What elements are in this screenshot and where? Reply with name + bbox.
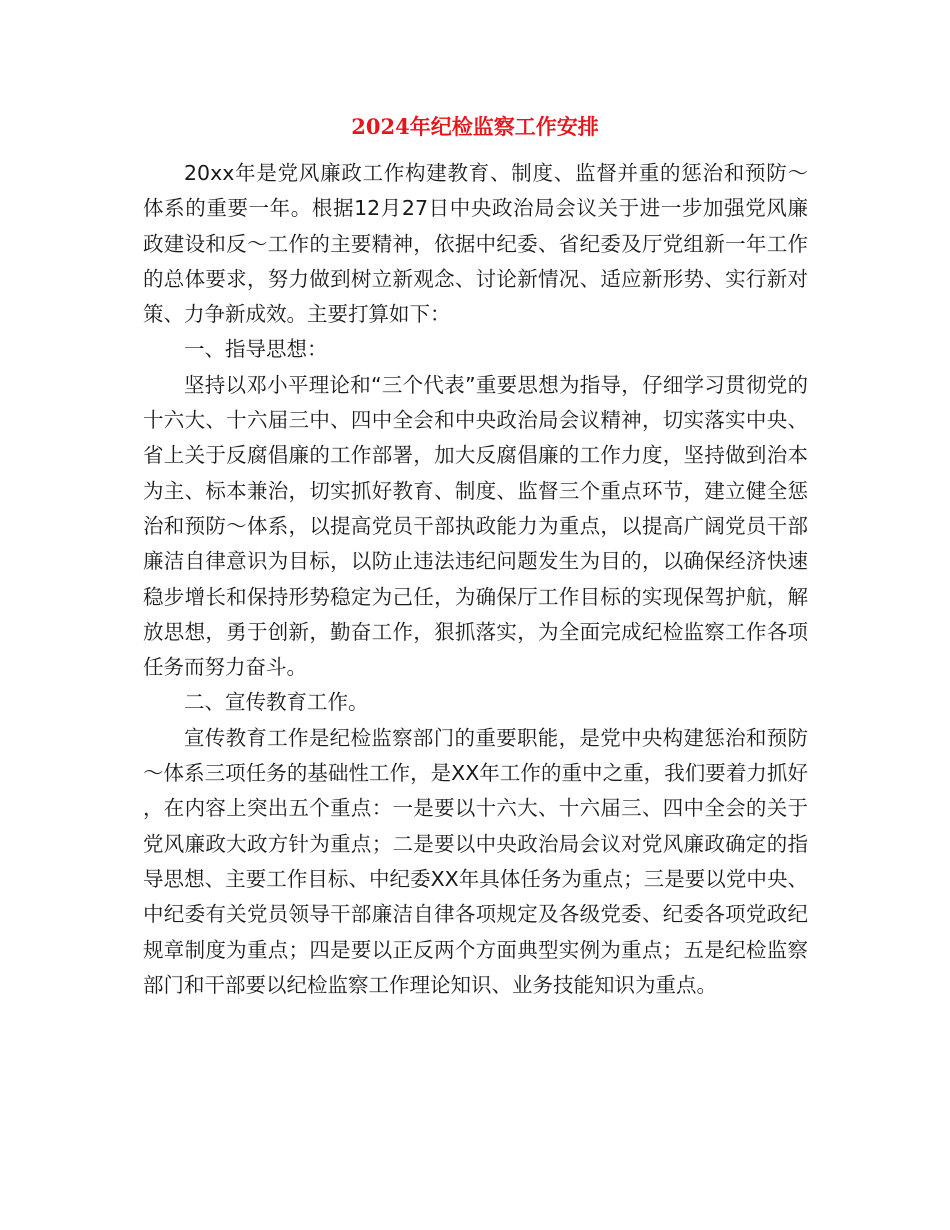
guiding-ideology-paragraph: 坚持以邓小平理论和“三个代表”重要思想为指导，仔细学习贯彻党的十六大、十六届三中、四中全会和中央政治局会议精神，切实落实中央、省上关于反腐倡廉的工作部署，加大反腐倡廉的工作力度，坚持做到治本为主、标本兼治，切实抓好教育、制度、监督三个重点环节，建立健全惩治和预防～体系，以提高党员干部执政能力为重点，以提高广阔党员干部廉洁自律意识为目标，以防止违法违纪问题发生为目的，以确保经济快速稳步增长和保持形势稳定为己任，为确保厅工作目标的实现保驾护航，解放思想，勇于创新，勤奋工作，狠抓落实，为全面完成纪检监察工作各项任务而努力奋斗。: [143, 372, 808, 680]
publicity-education-paragraph: 宣传教育工作是纪检监察部门的重要职能，是党中央构建惩治和预防～体系三项任务的基础性工作，是XX年工作的重中之重，我们要着力抓好，在内容上突出五个重点：一是要以十六大、十六届三、四中全会的关于党风廉政大政方针为重点；二是要以中央政治局会议对党风廉政确定的指导思想、主要工作目标、中纪委XX年具体任务为重点；三是要以党中央、中纪委有关党员领导干部廉洁自律各项规定及各级党委、纪委各项党政纪规章制度为重点；四是要以正反两个方面典型实例为重点；五是纪检监察部门和干部要以纪检监察工作理论知识、业务技能知识为重点。: [143, 725, 808, 997]
section-heading-guiding-ideology: 一、指导思想：: [184, 337, 328, 362]
intro-paragraph: 20xx年是党风廉政工作构建教育、制度、监督并重的惩治和预防～体系的重要一年。根据12月27日中央政治局会议关于进一步加强党风廉政建设和反～工作的主要精神，依据中纪委、省纪委及厅党组新一年工作的总体要求，努力做到树立新观念、讨论新情况、适应新形势、实行新对策、力争新成效。主要打算如下：: [143, 161, 808, 327]
document-title: 2024年纪检监察工作安排: [351, 114, 599, 139]
section-heading-publicity-education: 二、宣传教育工作。: [184, 690, 369, 715]
document-body: [143, 156, 808, 1003]
